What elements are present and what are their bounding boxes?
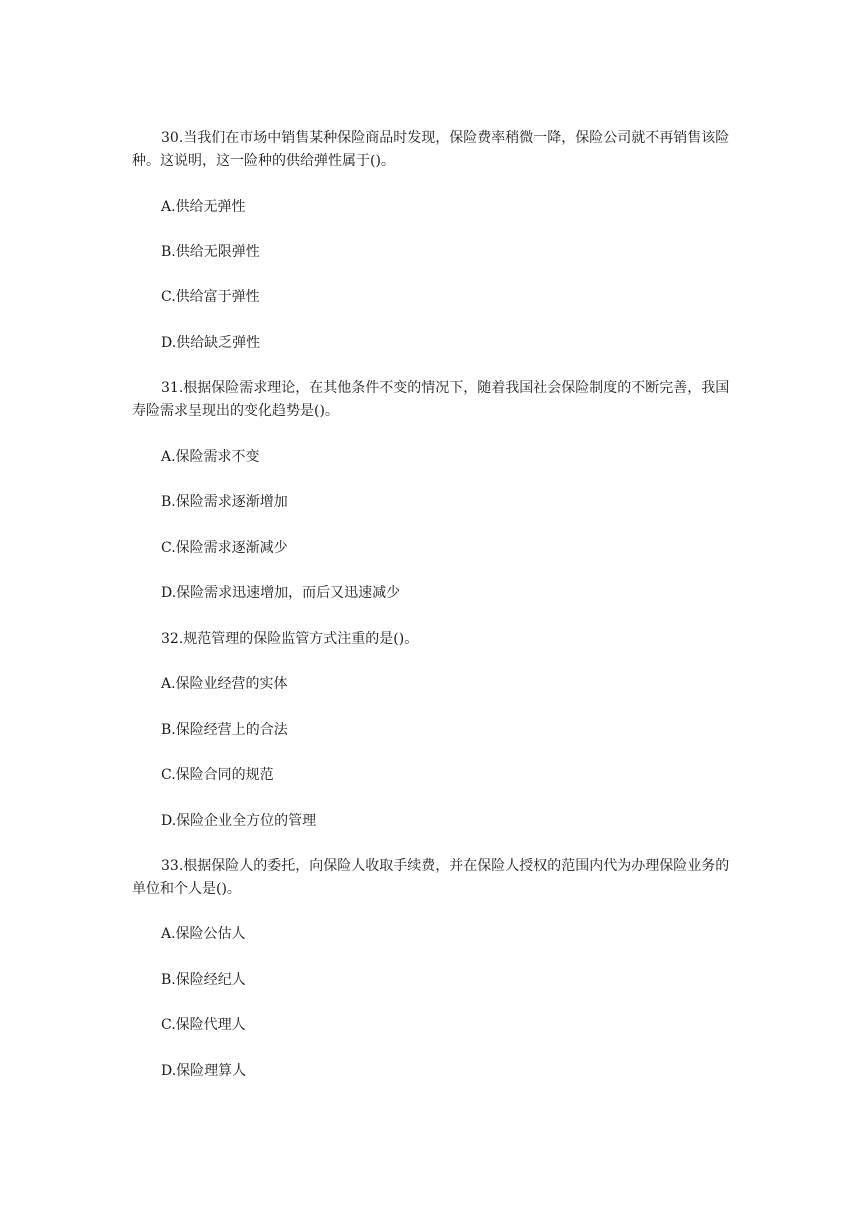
question-31-option-b: B.保险需求逐渐增加 — [161, 494, 288, 510]
question-32-stem: 32.规范管理的保险监管方式注重的是()。 — [161, 631, 419, 647]
question-32-option-b: B.保险经营上的合法 — [161, 722, 288, 738]
question-33-option-a: A.保险公估人 — [161, 926, 246, 942]
question-33-stem: 33.根据保险人的委托，向保险人收取手续费，并在保险人授权的范围内代为办理保险业务的单位和个人是()。 — [132, 858, 730, 897]
question-30-option-a: A.供给无弹性 — [161, 199, 246, 215]
question-32-option-a: A.保险业经营的实体 — [161, 676, 288, 692]
question-30-option-b: B.供给无限弹性 — [161, 244, 260, 260]
question-32-option-d: D.保险企业全方位的管理 — [161, 813, 317, 829]
question-33-option-c: C.保险代理人 — [161, 1017, 246, 1033]
question-33-option-b: B.保险经纪人 — [161, 972, 246, 988]
question-31-option-a: A.保险需求不变 — [161, 449, 260, 465]
question-30-stem: 30.当我们在市场中销售某种保险商品时发现，保险费率稍微一降，保险公司就不再销售该险种。这说明，这一险种的供给弹性属于()。 — [132, 130, 730, 169]
question-33-option-d: D.保险理算人 — [161, 1063, 247, 1079]
question-31-option-c: C.保险需求逐渐减少 — [161, 540, 288, 556]
question-32-option-c: C.保险合同的规范 — [161, 767, 274, 783]
question-30-option-d: D.供给缺乏弹性 — [161, 335, 261, 351]
question-30-option-c: C.供给富于弹性 — [161, 289, 260, 305]
question-31-option-d: D.保险需求迅速增加，而后又迅速减少 — [161, 585, 401, 601]
question-31-stem: 31.根据保险需求理论，在其他条件不变的情况下，随着我国社会保险制度的不断完善，我国寿险需求呈现出的变化趋势是()。 — [132, 380, 730, 419]
